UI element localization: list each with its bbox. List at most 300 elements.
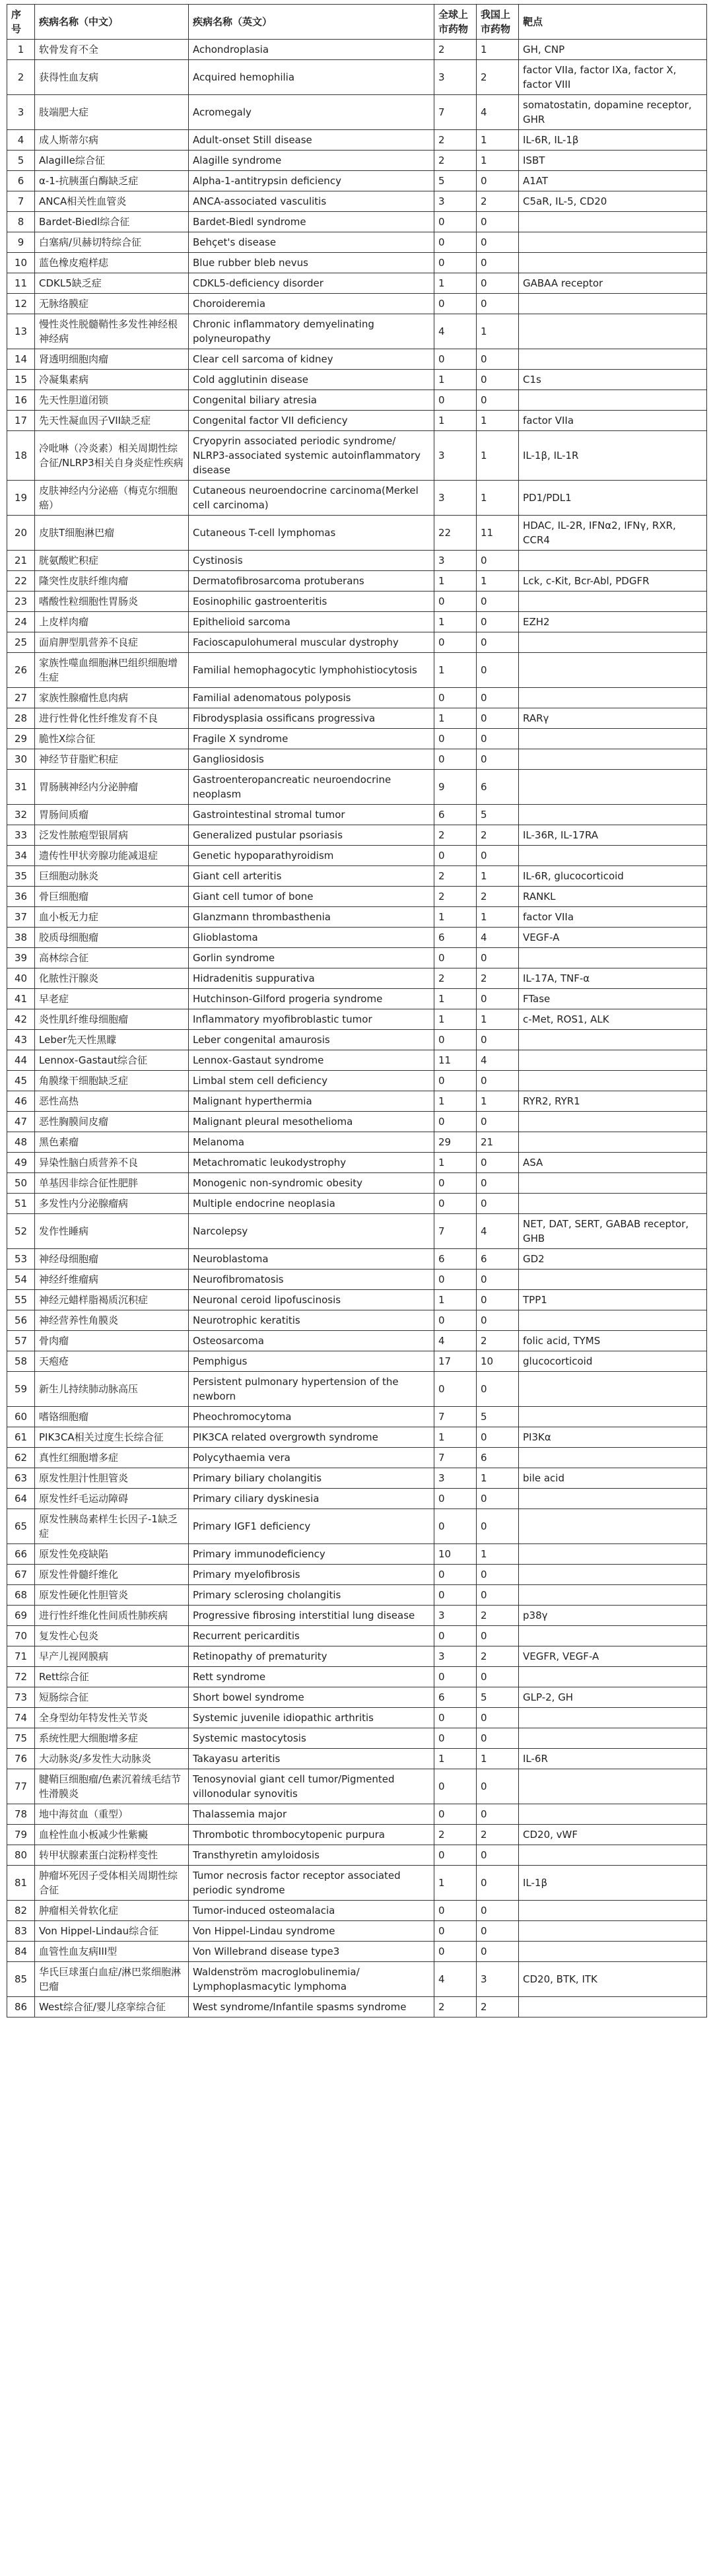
cell-global-drugs: 0 — [434, 1194, 477, 1214]
cell-china-drugs: 1 — [477, 151, 519, 171]
table-row — [7, 1585, 707, 1606]
table-row — [7, 253, 707, 273]
cell-target: bile acid — [519, 1468, 707, 1489]
table-row — [7, 273, 707, 294]
table-row — [7, 1050, 707, 1071]
cell-china-drugs: 0 — [477, 1921, 519, 1942]
cell-global-drugs: 0 — [434, 253, 477, 273]
cell-global-drugs: 0 — [434, 1708, 477, 1728]
cell-china-drugs: 0 — [477, 212, 519, 232]
cell-global-drugs: 1 — [434, 370, 477, 390]
cell-name-cn: 炎性肌纤维母细胞瘤 — [35, 1009, 189, 1030]
col-header-target: 靶点 — [519, 5, 707, 40]
cell-index: 39 — [7, 948, 35, 968]
cell-name-en: Glanzmann thrombasthenia — [189, 907, 434, 928]
cell-target: C5aR, IL-5, CD20 — [519, 191, 707, 212]
table-row — [7, 95, 707, 130]
cell-target: GABAA receptor — [519, 273, 707, 294]
cell-global-drugs: 4 — [434, 1962, 477, 1997]
table-row — [7, 314, 707, 349]
cell-name-cn: 先天性凝血因子VII缺乏症 — [35, 411, 189, 431]
table-row — [7, 1845, 707, 1866]
table-row — [7, 40, 707, 60]
cell-index: 29 — [7, 729, 35, 749]
cell-name-en: Chronic inflammatory demyelinating polyneuropathy — [189, 314, 434, 349]
cell-name-cn: 隆突性皮肤纤维肉瘤 — [35, 571, 189, 592]
cell-name-en: Gastroenteropancreatic neuroendocrine neoplasm — [189, 770, 434, 805]
table-header — [7, 5, 707, 40]
cell-target: IL-6R, glucocorticoid — [519, 866, 707, 887]
cell-name-en: Monogenic non-syndromic obesity — [189, 1173, 434, 1194]
cell-name-cn: 发作性睡病 — [35, 1214, 189, 1249]
cell-target — [519, 1030, 707, 1050]
cell-global-drugs: 1 — [434, 1866, 477, 1901]
table-row — [7, 1427, 707, 1448]
cell-name-cn: 华氏巨球蛋白血症/淋巴浆细胞淋巴瘤 — [35, 1962, 189, 1997]
cell-name-en: Hutchinson-Gilford progeria syndrome — [189, 989, 434, 1009]
table-row — [7, 551, 707, 571]
cell-global-drugs: 1 — [434, 273, 477, 294]
cell-name-cn: 先天性胆道闭锁 — [35, 390, 189, 411]
cell-name-cn: 上皮样肉瘤 — [35, 612, 189, 632]
cell-name-cn: 原发性胰岛素样生长因子-1缺乏症 — [35, 1509, 189, 1544]
cell-global-drugs: 0 — [434, 1310, 477, 1331]
cell-name-cn: 早产儿视网膜病 — [35, 1646, 189, 1667]
cell-global-drugs: 2 — [434, 40, 477, 60]
cell-index: 75 — [7, 1728, 35, 1749]
cell-name-cn: 无脉络膜症 — [35, 294, 189, 314]
cell-target — [519, 688, 707, 708]
cell-index: 6 — [7, 171, 35, 191]
table-row — [7, 516, 707, 551]
cell-target: factor VIIa — [519, 907, 707, 928]
cell-index: 38 — [7, 928, 35, 948]
cell-index: 22 — [7, 571, 35, 592]
cell-global-drugs: 0 — [434, 846, 477, 866]
cell-name-cn: 骨肉瘤 — [35, 1331, 189, 1351]
cell-global-drugs: 1 — [434, 411, 477, 431]
cell-target — [519, 1489, 707, 1509]
cell-global-drugs: 0 — [434, 1173, 477, 1194]
cell-name-cn: 泛发性脓疱型银屑病 — [35, 825, 189, 846]
cell-index: 34 — [7, 846, 35, 866]
cell-global-drugs: 2 — [434, 887, 477, 907]
cell-name-en: Alagille syndrome — [189, 151, 434, 171]
cell-index: 81 — [7, 1866, 35, 1901]
cell-index: 69 — [7, 1606, 35, 1626]
cell-name-en: Adult-onset Still disease — [189, 130, 434, 151]
table-row — [7, 805, 707, 825]
cell-index: 71 — [7, 1646, 35, 1667]
cell-name-cn: Lennox-Gastaut综合征 — [35, 1050, 189, 1071]
cell-global-drugs: 1 — [434, 989, 477, 1009]
cell-china-drugs: 0 — [477, 370, 519, 390]
cell-name-en: Glioblastoma — [189, 928, 434, 948]
cell-name-cn: 大动脉炎/多发性大动脉炎 — [35, 1749, 189, 1769]
cell-global-drugs: 4 — [434, 314, 477, 349]
cell-index: 8 — [7, 212, 35, 232]
cell-name-en: Dermatofibrosarcoma protuberans — [189, 571, 434, 592]
cell-target — [519, 1728, 707, 1749]
cell-name-en: Inflammatory myofibroblastic tumor — [189, 1009, 434, 1030]
cell-china-drugs: 0 — [477, 592, 519, 612]
cell-china-drugs: 0 — [477, 653, 519, 688]
cell-index: 9 — [7, 232, 35, 253]
table-row — [7, 1030, 707, 1050]
cell-global-drugs: 0 — [434, 1626, 477, 1646]
cell-target — [519, 1194, 707, 1214]
cell-china-drugs: 0 — [477, 1565, 519, 1585]
cell-china-drugs: 4 — [477, 95, 519, 130]
cell-target: IL-17A, TNF-α — [519, 968, 707, 989]
cell-name-en: Rett syndrome — [189, 1667, 434, 1687]
cell-target: ISBT — [519, 151, 707, 171]
cell-target — [519, 1626, 707, 1646]
cell-name-en: Recurrent pericarditis — [189, 1626, 434, 1646]
table-row — [7, 749, 707, 770]
cell-name-cn: 骨巨细胞瘤 — [35, 887, 189, 907]
cell-target — [519, 1769, 707, 1804]
cell-index: 74 — [7, 1708, 35, 1728]
cell-target: HDAC, IL-2R, IFNα2, IFNγ, RXR, CCR4 — [519, 516, 707, 551]
cell-name-en: Primary ciliary dyskinesia — [189, 1489, 434, 1509]
table-row — [7, 1351, 707, 1372]
cell-target: RYR2, RYR1 — [519, 1091, 707, 1112]
cell-global-drugs: 0 — [434, 632, 477, 653]
cell-china-drugs: 0 — [477, 273, 519, 294]
table-row — [7, 390, 707, 411]
cell-name-cn: West综合征/婴儿痉挛综合征 — [35, 1997, 189, 2017]
cell-china-drugs: 1 — [477, 1009, 519, 1030]
cell-global-drugs: 0 — [434, 390, 477, 411]
cell-index: 25 — [7, 632, 35, 653]
table-row — [7, 1749, 707, 1769]
cell-target: IL-6R, IL-1β — [519, 130, 707, 151]
cell-target — [519, 1173, 707, 1194]
cell-global-drugs: 0 — [434, 1030, 477, 1050]
cell-global-drugs: 0 — [434, 1270, 477, 1290]
cell-target: GH, CNP — [519, 40, 707, 60]
cell-index: 55 — [7, 1290, 35, 1310]
cell-index: 21 — [7, 551, 35, 571]
cell-global-drugs: 3 — [434, 60, 477, 95]
table-row — [7, 708, 707, 729]
cell-index: 43 — [7, 1030, 35, 1050]
cell-name-en: Malignant hyperthermia — [189, 1091, 434, 1112]
cell-index: 72 — [7, 1667, 35, 1687]
cell-china-drugs: 0 — [477, 1270, 519, 1290]
cell-target: Lck, c-Kit, Bcr-Abl, PDGFR — [519, 571, 707, 592]
table-row — [7, 60, 707, 95]
cell-index: 53 — [7, 1249, 35, 1270]
cell-global-drugs: 0 — [434, 1921, 477, 1942]
cell-index: 60 — [7, 1407, 35, 1427]
cell-china-drugs: 0 — [477, 253, 519, 273]
cell-china-drugs: 0 — [477, 1901, 519, 1921]
cell-name-cn: 胶质母细胞瘤 — [35, 928, 189, 948]
cell-index: 52 — [7, 1214, 35, 1249]
cell-name-en: Short bowel syndrome — [189, 1687, 434, 1708]
cell-china-drugs: 2 — [477, 1331, 519, 1351]
cell-target: C1s — [519, 370, 707, 390]
cell-target — [519, 632, 707, 653]
cell-name-en: Primary sclerosing cholangitis — [189, 1585, 434, 1606]
cell-target: NET, DAT, SERT, GABAB receptor, GHB — [519, 1214, 707, 1249]
cell-china-drugs: 0 — [477, 232, 519, 253]
table-row — [7, 1071, 707, 1091]
cell-name-cn: 复发性心包炎 — [35, 1626, 189, 1646]
cell-target — [519, 1544, 707, 1565]
table-row — [7, 1132, 707, 1153]
cell-global-drugs: 3 — [434, 431, 477, 481]
cell-china-drugs: 0 — [477, 1845, 519, 1866]
table-row — [7, 1153, 707, 1173]
cell-china-drugs: 0 — [477, 989, 519, 1009]
cell-global-drugs: 0 — [434, 1489, 477, 1509]
cell-global-drugs: 2 — [434, 1997, 477, 2017]
cell-name-en: Primary IGF1 deficiency — [189, 1509, 434, 1544]
cell-name-en: Multiple endocrine neoplasia — [189, 1194, 434, 1214]
cell-global-drugs: 0 — [434, 1071, 477, 1091]
cell-name-en: CDKL5-deficiency disorder — [189, 273, 434, 294]
cell-china-drugs: 21 — [477, 1132, 519, 1153]
cell-name-en: Cystinosis — [189, 551, 434, 571]
cell-china-drugs: 1 — [477, 571, 519, 592]
cell-china-drugs: 1 — [477, 431, 519, 481]
cell-index: 64 — [7, 1489, 35, 1509]
table-row — [7, 866, 707, 887]
cell-index: 56 — [7, 1310, 35, 1331]
cell-name-en: Acquired hemophilia — [189, 60, 434, 95]
cell-global-drugs: 2 — [434, 825, 477, 846]
cell-index: 44 — [7, 1050, 35, 1071]
cell-target: FTase — [519, 989, 707, 1009]
cell-global-drugs: 0 — [434, 232, 477, 253]
cell-name-en: Gorlin syndrome — [189, 948, 434, 968]
cell-name-en: Gastrointestinal stromal tumor — [189, 805, 434, 825]
cell-china-drugs: 0 — [477, 1708, 519, 1728]
cell-name-cn: 血小板无力症 — [35, 907, 189, 928]
cell-index: 26 — [7, 653, 35, 688]
cell-global-drugs: 0 — [434, 294, 477, 314]
cell-name-en: Limbal stem cell deficiency — [189, 1071, 434, 1091]
cell-name-en: ANCA-associated vasculitis — [189, 191, 434, 212]
cell-target: VEGF-A — [519, 928, 707, 948]
cell-index: 61 — [7, 1427, 35, 1448]
cell-name-cn: 嗜铬细胞瘤 — [35, 1407, 189, 1427]
table-row — [7, 1962, 707, 1997]
cell-target: TPP1 — [519, 1290, 707, 1310]
cell-china-drugs: 2 — [477, 1606, 519, 1626]
col-header-name-en: 疾病名称（英文） — [189, 5, 434, 40]
cell-index: 12 — [7, 294, 35, 314]
cell-china-drugs: 0 — [477, 1290, 519, 1310]
cell-index: 33 — [7, 825, 35, 846]
table-row — [7, 1626, 707, 1646]
col-header-name-cn: 疾病名称（中文） — [35, 5, 189, 40]
cell-name-en: Thalassemia major — [189, 1804, 434, 1825]
cell-global-drugs: 1 — [434, 1091, 477, 1112]
cell-index: 23 — [7, 592, 35, 612]
cell-global-drugs: 10 — [434, 1544, 477, 1565]
cell-target — [519, 294, 707, 314]
cell-global-drugs: 5 — [434, 171, 477, 191]
cell-name-cn: 巨细胞动脉炎 — [35, 866, 189, 887]
cell-name-en: Eosinophilic gastroenteritis — [189, 592, 434, 612]
rare-disease-table — [7, 4, 707, 2017]
table-row — [7, 191, 707, 212]
cell-global-drugs: 7 — [434, 1448, 477, 1468]
cell-target: p38γ — [519, 1606, 707, 1626]
cell-name-en: Leber congenital amaurosis — [189, 1030, 434, 1050]
cell-index: 46 — [7, 1091, 35, 1112]
table-row — [7, 1708, 707, 1728]
cell-index: 77 — [7, 1769, 35, 1804]
cell-name-cn: 原发性硬化性胆管炎 — [35, 1585, 189, 1606]
cell-target — [519, 1921, 707, 1942]
cell-name-en: Gangliosidosis — [189, 749, 434, 770]
table-row — [7, 294, 707, 314]
cell-name-cn: 白塞病/贝赫切特综合征 — [35, 232, 189, 253]
cell-china-drugs: 4 — [477, 1214, 519, 1249]
cell-name-en: Blue rubber bleb nevus — [189, 253, 434, 273]
table-row — [7, 1544, 707, 1565]
cell-index: 66 — [7, 1544, 35, 1565]
cell-name-cn: 多发性内分泌腺瘤病 — [35, 1194, 189, 1214]
cell-global-drugs: 0 — [434, 1565, 477, 1585]
cell-target — [519, 1310, 707, 1331]
cell-index: 40 — [7, 968, 35, 989]
cell-name-en: Lennox-Gastaut syndrome — [189, 1050, 434, 1071]
cell-name-en: Cryopyrin associated periodic syndrome/ NLRP3-associated systemic autoinflammatory disease — [189, 431, 434, 481]
cell-name-cn: 高林综合征 — [35, 948, 189, 968]
cell-name-cn: 原发性纤毛运动障碍 — [35, 1489, 189, 1509]
table-row — [7, 1270, 707, 1290]
table-row — [7, 1372, 707, 1407]
cell-global-drugs: 0 — [434, 1769, 477, 1804]
cell-china-drugs: 0 — [477, 1769, 519, 1804]
cell-target — [519, 1509, 707, 1544]
cell-global-drugs: 0 — [434, 1728, 477, 1749]
cell-name-cn: 皮肤T细胞淋巴瘤 — [35, 516, 189, 551]
table-row — [7, 1606, 707, 1626]
cell-target — [519, 212, 707, 232]
table-row — [7, 1468, 707, 1489]
cell-china-drugs: 0 — [477, 1667, 519, 1687]
cell-index: 27 — [7, 688, 35, 708]
cell-target — [519, 1942, 707, 1962]
cell-china-drugs: 0 — [477, 349, 519, 370]
table-row — [7, 1942, 707, 1962]
cell-global-drugs: 17 — [434, 1351, 477, 1372]
cell-global-drugs: 0 — [434, 1372, 477, 1407]
cell-name-en: Behçet's disease — [189, 232, 434, 253]
cell-name-cn: 单基因非综合征性肥胖 — [35, 1173, 189, 1194]
cell-global-drugs: 0 — [434, 1845, 477, 1866]
cell-global-drugs: 1 — [434, 1290, 477, 1310]
cell-china-drugs: 0 — [477, 1942, 519, 1962]
cell-name-en: Malignant pleural mesothelioma — [189, 1112, 434, 1132]
cell-global-drugs: 1 — [434, 653, 477, 688]
cell-name-cn: 神经纤维瘤病 — [35, 1270, 189, 1290]
cell-global-drugs: 6 — [434, 1687, 477, 1708]
cell-target — [519, 314, 707, 349]
table-row — [7, 770, 707, 805]
cell-name-cn: 血栓性血小板减少性紫癜 — [35, 1825, 189, 1845]
cell-china-drugs: 1 — [477, 411, 519, 431]
cell-china-drugs: 0 — [477, 632, 519, 653]
table-row — [7, 1667, 707, 1687]
cell-global-drugs: 0 — [434, 1901, 477, 1921]
cell-target — [519, 1585, 707, 1606]
table-row — [7, 1448, 707, 1468]
cell-name-cn: CDKL5缺乏症 — [35, 273, 189, 294]
cell-index: 20 — [7, 516, 35, 551]
cell-name-cn: 家族性腺瘤性息肉病 — [35, 688, 189, 708]
cell-target — [519, 948, 707, 968]
cell-global-drugs: 0 — [434, 1667, 477, 1687]
cell-target — [519, 551, 707, 571]
cell-name-en: Systemic juvenile idiopathic arthritis — [189, 1708, 434, 1728]
cell-target — [519, 592, 707, 612]
table-row — [7, 1769, 707, 1804]
cell-global-drugs: 2 — [434, 968, 477, 989]
cell-china-drugs: 1 — [477, 1544, 519, 1565]
table-row — [7, 171, 707, 191]
cell-name-cn: 进行性纤维化性间质性肺疾病 — [35, 1606, 189, 1626]
cell-index: 3 — [7, 95, 35, 130]
cell-china-drugs: 0 — [477, 1310, 519, 1331]
table-row — [7, 688, 707, 708]
col-header-global-drugs: 全球上市药物 — [434, 5, 477, 40]
cell-name-cn: Rett综合征 — [35, 1667, 189, 1687]
cell-global-drugs: 11 — [434, 1050, 477, 1071]
cell-global-drugs: 0 — [434, 349, 477, 370]
table-row — [7, 1509, 707, 1544]
cell-name-en: Von Hippel-Lindau syndrome — [189, 1921, 434, 1942]
cell-index: 16 — [7, 390, 35, 411]
cell-global-drugs: 1 — [434, 1153, 477, 1173]
cell-index: 59 — [7, 1372, 35, 1407]
cell-global-drugs: 0 — [434, 729, 477, 749]
table-row — [7, 1901, 707, 1921]
cell-index: 41 — [7, 989, 35, 1009]
table-row — [7, 846, 707, 866]
cell-china-drugs: 0 — [477, 846, 519, 866]
cell-global-drugs: 1 — [434, 571, 477, 592]
cell-name-cn: 神经元蜡样脂褐质沉积症 — [35, 1290, 189, 1310]
cell-name-en: Facioscapulohumeral muscular dystrophy — [189, 632, 434, 653]
cell-name-cn: 肢端肥大症 — [35, 95, 189, 130]
cell-index: 80 — [7, 1845, 35, 1866]
cell-name-en: Persistent pulmonary hypertension of the newborn — [189, 1372, 434, 1407]
cell-name-cn: ANCA相关性血管炎 — [35, 191, 189, 212]
cell-index: 37 — [7, 907, 35, 928]
cell-target: factor VIIa, factor IXa, factor X, factor VIII — [519, 60, 707, 95]
cell-name-en: Cold agglutinin disease — [189, 370, 434, 390]
cell-name-cn: Alagille综合征 — [35, 151, 189, 171]
cell-name-en: Clear cell sarcoma of kidney — [189, 349, 434, 370]
cell-name-en: Giant cell tumor of bone — [189, 887, 434, 907]
cell-target — [519, 653, 707, 688]
cell-name-en: Metachromatic leukodystrophy — [189, 1153, 434, 1173]
cell-name-en: Neurotrophic keratitis — [189, 1310, 434, 1331]
cell-target — [519, 1997, 707, 2017]
cell-global-drugs: 6 — [434, 805, 477, 825]
table-row — [7, 1646, 707, 1667]
cell-name-en: Neuroblastoma — [189, 1249, 434, 1270]
cell-target — [519, 1845, 707, 1866]
